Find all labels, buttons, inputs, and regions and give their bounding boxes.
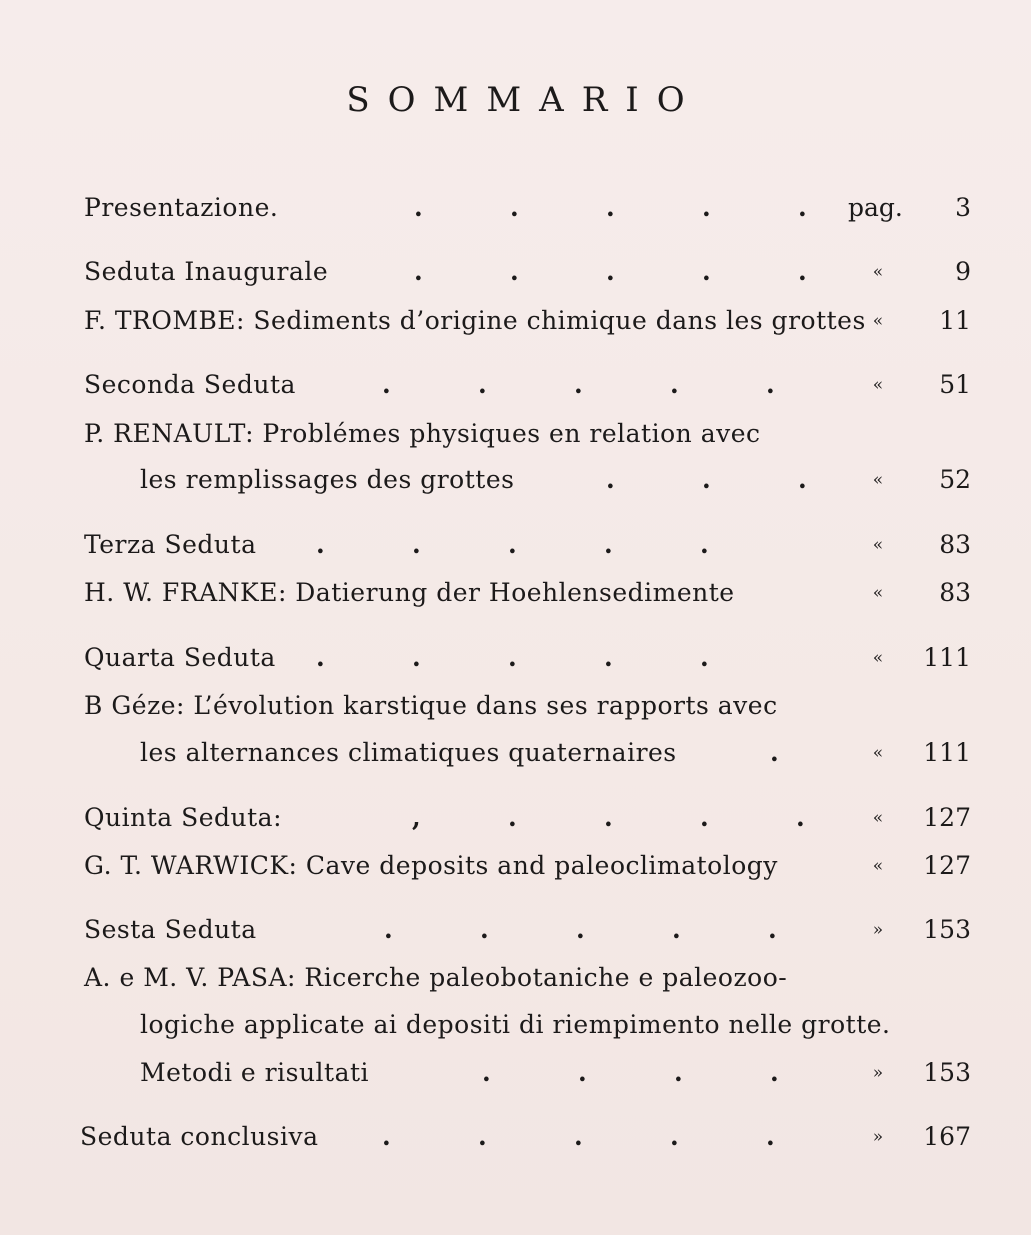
toc-entry [0,460,1031,500]
toc-label: Terza Seduta [84,530,257,559]
ditto-mark: « [872,808,884,828]
ditto-mark: « [872,583,884,603]
page-number: 9 [955,257,971,286]
toc-entry [0,1005,1031,1045]
toc-entry [0,733,1031,773]
toc-entry [0,638,1031,678]
toc-label: Seduta Inaugurale [84,257,329,286]
toc-entry [0,798,1031,838]
toc-label: Presentazione. [84,193,279,222]
toc-entry [0,910,1031,950]
page-marker: pag. [848,193,903,222]
toc-entry [0,301,1031,341]
page-number: 111 [923,643,971,672]
dot-leader: . . . . . [316,530,709,559]
toc-label: Quarta Seduta [84,643,276,672]
ditto-mark: « [872,262,884,282]
page-number: 52 [939,465,971,494]
page-number: 3 [955,193,971,222]
page-number: 127 [923,803,971,832]
ditto-mark: « [872,743,884,763]
ditto-mark: » [872,1127,884,1147]
toc-label: les remplissages des grottes [140,465,515,494]
page-number: 111 [923,738,971,767]
toc-entry [0,414,1031,454]
page-number: 83 [939,530,971,559]
ditto-mark: « [872,648,884,668]
toc-label: G. T. WARWICK: Cave deposits and paleoclimatology [84,851,778,880]
toc-label: les alternances climatiques quaternaires [140,738,677,767]
page-title: SOMMARIO [346,80,703,120]
toc-entry [0,252,1031,292]
ditto-mark: « [872,470,884,490]
toc-label: logiche applicate ai depositi di riempimento nelle grotte. [140,1010,891,1039]
toc-entry [0,525,1031,565]
toc-entry [0,846,1031,886]
ditto-mark: « [872,311,884,331]
toc-entry [0,958,1031,998]
toc-entry [0,686,1031,726]
ditto-mark: « [872,535,884,555]
toc-entry [0,188,1031,228]
toc-label: F. TROMBE: Sediments d’origine chimique dans les grottes [84,306,866,335]
page-number: 153 [923,1058,971,1087]
toc-label: Metodi e risultati [140,1058,370,1087]
dot-leader: . [770,738,779,767]
dot-leader: . . . . . [382,370,775,399]
dot-leader: . . . . . [382,1122,775,1151]
toc-entry [0,573,1031,613]
toc-label: H. W. FRANKE: Datierung der Hoehlensedimente [84,578,735,607]
dot-leader: . . . [606,465,807,494]
toc-label: B Géze: L’évolution karstique dans ses rapports avec [84,691,778,720]
dot-leader: . . . . . [384,915,777,944]
ditto-mark: » [872,1063,884,1083]
ditto-mark: « [872,856,884,876]
toc-label: Quinta Seduta: [84,803,282,832]
toc-entry [0,1117,1031,1157]
page-number: 127 [923,851,971,880]
page-number: 83 [939,578,971,607]
ditto-mark: « [872,375,884,395]
page-number: 11 [939,306,971,335]
page-number: 153 [923,915,971,944]
toc-label: P. RENAULT: Problémes physiques en relation avec [84,419,761,448]
toc-entry [0,1053,1031,1093]
toc-label: A. e M. V. PASA: Ricerche paleobotaniche e paleozoo- [84,963,788,992]
dot-leader: . . . . [482,1058,779,1087]
dot-leader: . . . . . [316,643,709,672]
toc-entry [0,365,1031,405]
page-number: 51 [939,370,971,399]
page-number: 167 [923,1122,971,1151]
toc-label: Seduta conclusiva [80,1122,319,1151]
toc-label: Seconda Seduta [84,370,296,399]
dot-leader: , . . . . [412,803,805,832]
dot-leader: . . . . . [414,257,807,286]
dot-leader: . . . . . [414,193,807,222]
toc-label: Sesta Seduta [84,915,257,944]
ditto-mark: » [872,920,884,940]
